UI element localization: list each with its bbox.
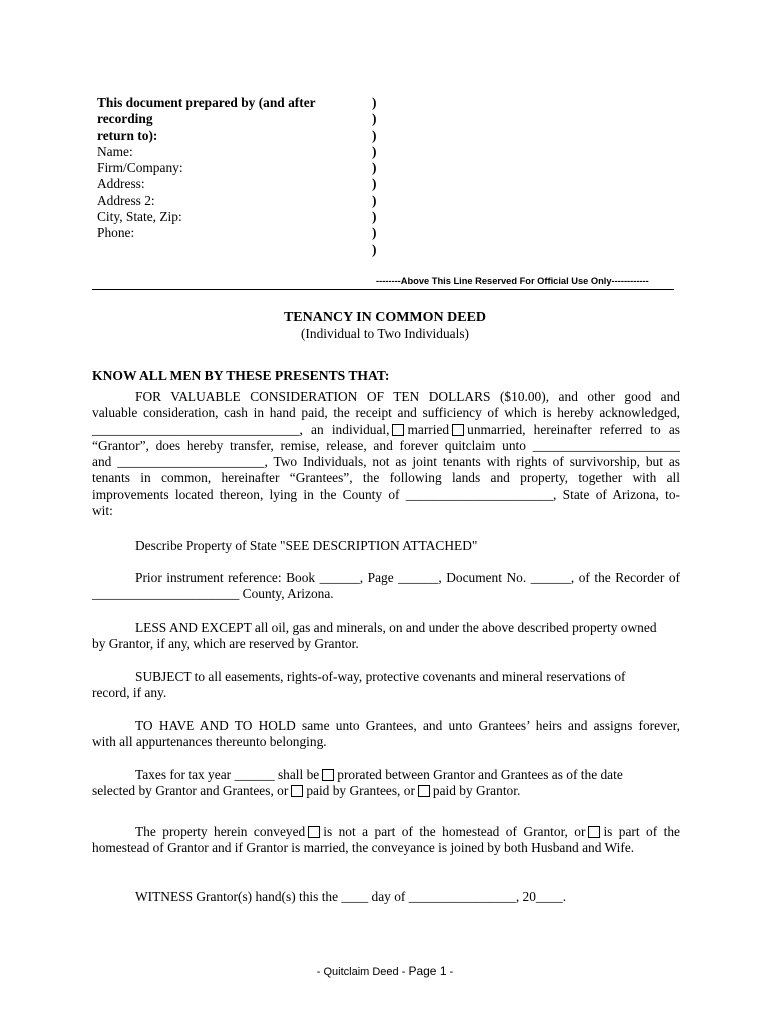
- less-except-line: by Grantor, if any, which are reserved by Grantor.: [92, 636, 359, 652]
- consideration-line: valuable consideration, cash in hand paid, the receipt and sufficiency of which is hereby acknowledged,: [92, 405, 680, 421]
- paid-by-grantor-checkbox[interactable]: [418, 785, 430, 797]
- homestead-line-1: [92, 824, 680, 840]
- deed-title: TENANCY IN COMMON DEED: [283, 310, 487, 325]
- is-homestead-checkbox[interactable]: [588, 826, 600, 838]
- address2-field-label: Address 2:: [97, 192, 155, 208]
- habendum-line: TO HAVE AND TO HOLD same unto Grantees, and unto Grantees’ heirs and assigns forever,: [135, 718, 680, 733]
- firm-field-label: Firm/Company:: [97, 160, 183, 176]
- less-except-line: LESS AND EXCEPT all oil, gas and minerals, on and under the above described property owned: [135, 620, 657, 635]
- official-use-line: --------Above This Line Reserved For Official Use Only------------: [376, 276, 649, 286]
- know-all-heading: KNOW ALL MEN BY THESE PRESENTS THAT:: [92, 368, 390, 383]
- subject-paragraph: [92, 669, 680, 702]
- married-checkbox[interactable]: [392, 424, 404, 436]
- taxes-paragraph: [92, 767, 680, 800]
- prorated-checkbox[interactable]: [322, 769, 334, 781]
- bracket: ): [372, 160, 377, 176]
- taxes-text: Taxes for tax year ______ shall be: [135, 767, 320, 782]
- grantor-line: [92, 422, 680, 438]
- prior-line: ______________________ County, Arizona.: [92, 586, 334, 602]
- unmarried-checkbox[interactable]: [452, 424, 464, 436]
- bracket: ): [372, 127, 377, 143]
- married-label: married: [407, 421, 450, 437]
- phone-field-label: Phone:: [97, 225, 135, 241]
- prior-instrument-paragraph: [92, 570, 680, 603]
- subject-line: SUBJECT to all easements, rights-of-way, protective covenants and mineral reservations of: [135, 669, 626, 684]
- less-except-paragraph: [92, 620, 680, 653]
- homestead-text: The property herein conveyed: [135, 824, 306, 839]
- habendum-paragraph: [92, 718, 680, 751]
- taxes-line-2: [92, 783, 680, 799]
- prepared-by-label: This document prepared by (and after recording: [97, 95, 316, 127]
- witness-line: WITNESS Grantor(s) hand(s) this the ____ day of ________________, 20____.: [135, 889, 567, 904]
- taxes-text: selected by Grantor and Grantees, or: [92, 783, 289, 799]
- consideration-line: FOR VALUABLE CONSIDERATION OF TEN DOLLARS ($10.00), and other good and: [135, 389, 680, 404]
- preparer-block: [97, 95, 372, 242]
- return-to-label: return to):: [97, 127, 158, 143]
- bracket: ): [372, 111, 377, 127]
- bracket: ): [372, 225, 377, 241]
- not-homestead-checkbox[interactable]: [308, 826, 320, 838]
- consideration-line: and ______________________, Two Individuals, not as joint tenants with rights of survivorship, but as: [92, 454, 680, 470]
- describe-property: Describe Property of State "SEE DESCRIPTION ATTACHED": [135, 538, 478, 553]
- bracket: ): [372, 143, 377, 159]
- not-homestead-label: is not a part of the homestead of Grantor, or: [323, 824, 586, 839]
- consideration-paragraph: [92, 389, 680, 519]
- bracket: ): [372, 176, 377, 192]
- grantor-name-blank: _______________________________, an individual,: [92, 421, 390, 437]
- is-homestead-label: is part of the: [603, 824, 680, 839]
- bracket-column: [372, 95, 376, 258]
- paid-by-grantees-checkbox[interactable]: [291, 785, 303, 797]
- bracket: ): [372, 241, 377, 257]
- homestead-paragraph: [92, 824, 680, 857]
- unmarried-label: unmarried, hereinafter referred to as: [467, 421, 680, 437]
- city-state-zip-field-label: City, State, Zip:: [97, 209, 182, 225]
- paid-by-grantees-label: paid by Grantees, or: [306, 783, 415, 799]
- page-number: Page 1: [408, 964, 447, 978]
- consideration-line: wit:: [92, 503, 113, 519]
- divider-line: [92, 289, 674, 290]
- footer-end: -: [446, 966, 454, 978]
- taxes-line-1: [92, 767, 680, 783]
- bracket: ): [372, 95, 377, 110]
- name-field-label: Name:: [97, 143, 133, 159]
- bracket: ): [372, 192, 377, 208]
- address-field-label: Address:: [97, 176, 145, 192]
- homestead-line-2: homestead of Grantor and if Grantor is married, the conveyance is joined by both Husband and Wife.: [92, 840, 635, 856]
- habendum-line: with all appurtenances thereunto belonging.: [92, 734, 327, 750]
- paid-by-grantor-label: paid by Grantor.: [432, 783, 521, 799]
- consideration-line: improvements located thereon, lying in the County of ______________________, State of Arizona, to-: [92, 486, 680, 502]
- footer-doc-name: - Quitclaim Deed -: [316, 966, 409, 978]
- bracket: ): [372, 209, 377, 225]
- prorated-label: prorated between Grantor and Grantees as of the date: [337, 767, 623, 782]
- page-footer: [0, 964, 770, 978]
- deed-subtitle: (Individual to Two Individuals): [300, 326, 470, 341]
- subject-line: record, if any.: [92, 685, 167, 701]
- prior-line: Prior instrument reference: Book ______, Page ______, Document No. ______, of the Recorder of: [135, 570, 680, 585]
- consideration-line: tenants in common, hereinafter “Grantees”, the following lands and property, together with all: [92, 470, 680, 486]
- consideration-line: “Grantor”, does hereby transfer, remise, release, and forever quitclaim unto ______________________: [92, 437, 680, 453]
